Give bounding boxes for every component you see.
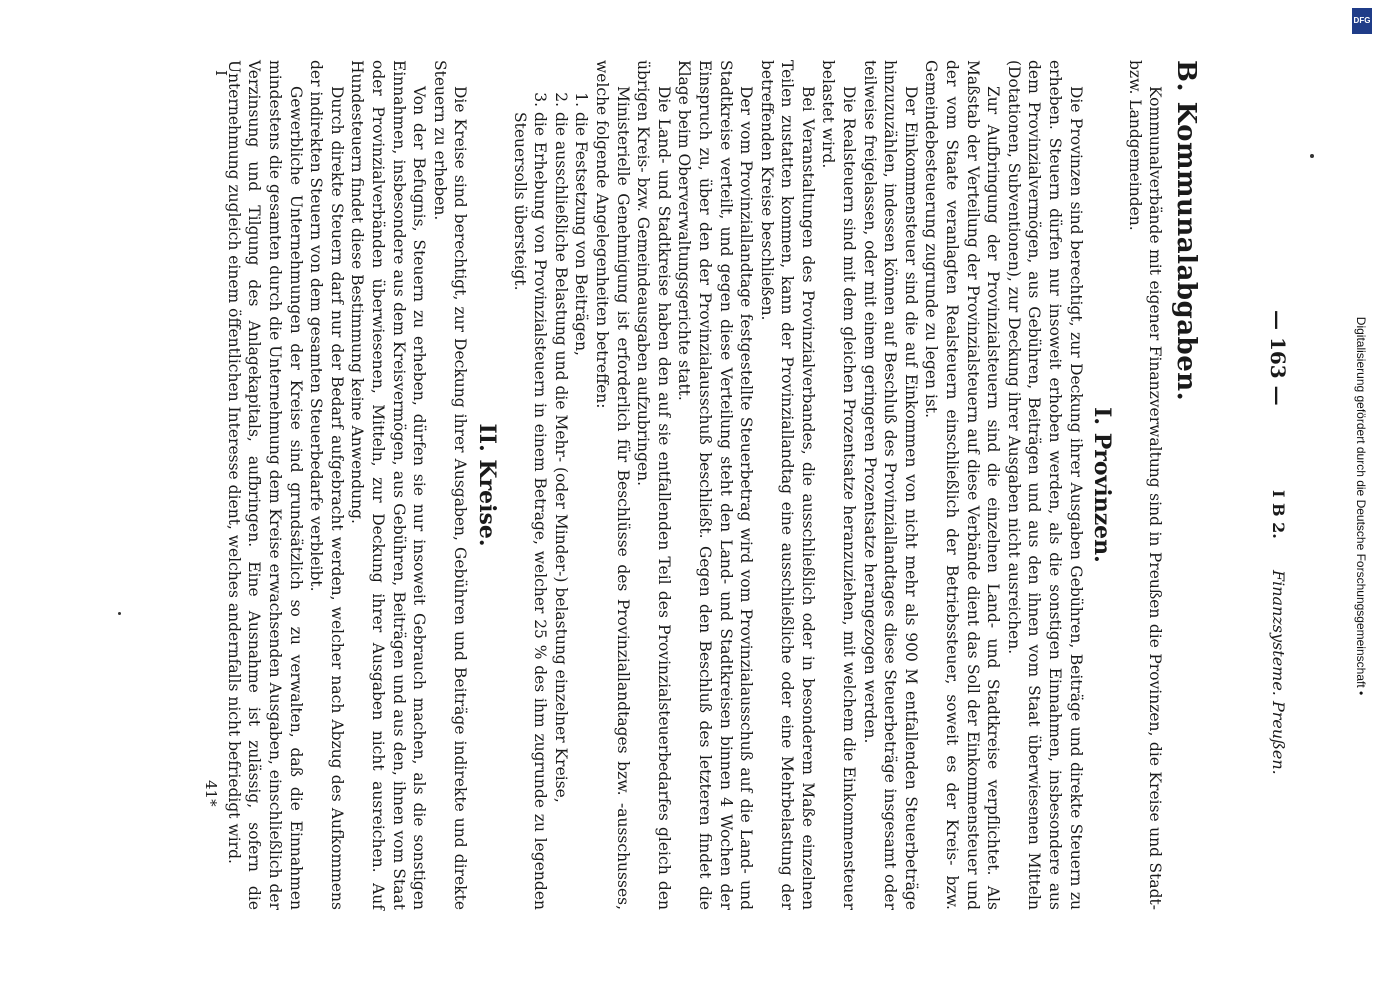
paragraph: Die Realsteuern sind mit dem gleichen Prozentsatze heranzuziehen, mit welchem die Einkommensteuer belastet wird. [819,60,859,910]
paragraph: Die Provinzen sind berechtigt, zur Deckung ihrer Ausgaben Gebühren, Beiträge und direkte Steuern zu erheben. Steuern dürfen nur insoweit erhoben werden, als die sonstigen Einnahmen, insbesondere aus dem Provinzialvermögen, aus Gebühren, Beiträgen und aus den ihnen vom Staat überwiesenen Mitteln (Dotationen, Subventionen), zur Deckung ihrer Ausgaben nicht ausreichen. [1004,60,1085,910]
dfg-logo: DFG [1352,8,1372,34]
paragraph: Bei Veranstaltungen des Provinzialverbandes, die ausschließlich oder in besonderem Maße einzelnen Teilen zustatten kommen, kann der Provinziallandtag eine ausschließliche oder eine Mehrbelastung der betreffenden Kreise beschließen. [757,60,817,910]
paragraph: Gewerbliche Unternehmungen der Kreise sind grundsätzlich so zu verwalten, daß die Einnahmen mindestens die gesamten durch die Unternehmung dem Kreise erwachsenden Ausgaben, einschließlich der Verzinsung und Tilgung des Anlagekapitals, aufbringen. Eine Ausnahme ist zulässig, sofern die Unternehmung zugleich einem öffentlichen Interesse dient, welches andernfalls nicht befriedigt wird. [224,60,305,910]
document-page [120,40,1300,940]
running-title: Finanzsysteme. Preußen. [1269,570,1288,775]
paragraph: Ministerielle Genehmigung ist erforderlich für Beschlüsse des Provinziallandtages bzw. -ausschusses, welche folgende Angelegenheiten betreffen: [592,60,632,910]
approval-list [509,60,591,910]
dfg-credit-text: Digitalisierung gefördert durch die Deutsche Forschungsgemeinschaft • [1354,316,1368,696]
paragraph: Die Kreise sind berechtigt, zur Deckung ihrer Ausgaben, Gebühren und Beiträge indirekte und direkte Steuern zu erheben. [430,60,470,910]
intro-paragraph: Kommunalverbände mit eigener Finanzverwaltung sind in Preußen die Provinzen, die Kreise und Stadt- bzw. Landgemeinden. [1125,60,1165,910]
sheet-marker: I [212,70,230,76]
signature-mark: 41* [202,780,220,807]
document-body [223,60,1230,910]
list-item: 3. die Erhebung von Provinzialsteuern in einem Betrage, welcher 25 % des ihm zugrunde zu legenden Steuersolls übersteigt. [509,112,550,910]
main-heading: B. Kommunalabgaben. [1171,60,1201,402]
subheading-provinzen: I. Provinzen. [1089,407,1116,563]
dfg-watermark [1350,8,1376,992]
paragraph: Durch direkte Steuern darf nur der Bedarf aufgebracht werden, welcher nach Abzug des Aufkommens der indirekten Steuern von dem gesamten Steuerbedarfe verbleibt. [307,60,346,910]
list-item: 2. die ausschließliche Belastung und die Mehr- (oder Minder-) belastung einzelner Kreise, [550,112,571,910]
paragraph: Der vom Provinziallandtage festgestellte Steuerbetrag wird vom Provinzialausschuß auf die Land- und Stadtkreise verteilt, und gegen diese Verteilung steht den Land- und Stadtkreisen binnen 4 Wochen der Einspruch zu, über den der Provinzialausschuß beschließt. Gegen den Beschluß des letzteren findet die Klage beim Oberverwaltungsgerichte statt. [675,60,756,910]
paragraph: Zur Aufbringung der Provinzialsteuern sind die einzelnen Land- und Stadtkreise verpflichtet. Als Maßstab der Verteilung der Provinzialsteuern auf diese Verbände dient das Soll der Einkommensteuer und der vom Staate veranlagten Realsteuern einschließlich der Betriebssteuer, soweit es der Kreis- bzw. Gemeindebesteuerung zugrunde zu legen ist. [922,60,1003,910]
list-item: 1. die Festsetzung von Beiträgen, [571,112,592,910]
speck-dot [1310,154,1314,158]
page-header [1240,190,1300,790]
page-number: — 163 — [1266,310,1290,406]
section-code: I B 2. [1269,490,1288,539]
paragraph: Von der Befugnis, Steuern zu erheben, dürfen sie nur insoweit Gebrauch machen, als die sonstigen Einnahmen, insbesondere aus dem Kreisvermögen, aus Gebühren, Beiträgen und aus den, ihnen vom Staat oder Provinzialverbänden überwiesenen, Mitteln, zur Deckung ihrer Ausgaben nicht ausreichen. Auf Hundesteuern findet diese Bestimmung keine Anwendung. [348,60,429,910]
paragraph: Der Einkommensteuer sind die auf Einkommen von nicht mehr als 900 M entfallenden Steuerbeträge hinzuzuzählen, indessen können auf Beschluß des Provinziallandtages diese Steuerbeträge insgesamt oder teilweise freigelassen, oder mit einem geringeren Prozentsatze herangezogen werden. [860,60,920,910]
paragraph: Die Land- und Stadtkreise haben den auf sie entfallenden Teil des Provinzialsteuerbedarfes gleich den übrigen Kreis- bzw. Gemeindeausgaben aufzubringen. [634,60,673,910]
speck-dot [118,612,121,615]
subheading-kreise: II. Kreise. [474,423,500,547]
